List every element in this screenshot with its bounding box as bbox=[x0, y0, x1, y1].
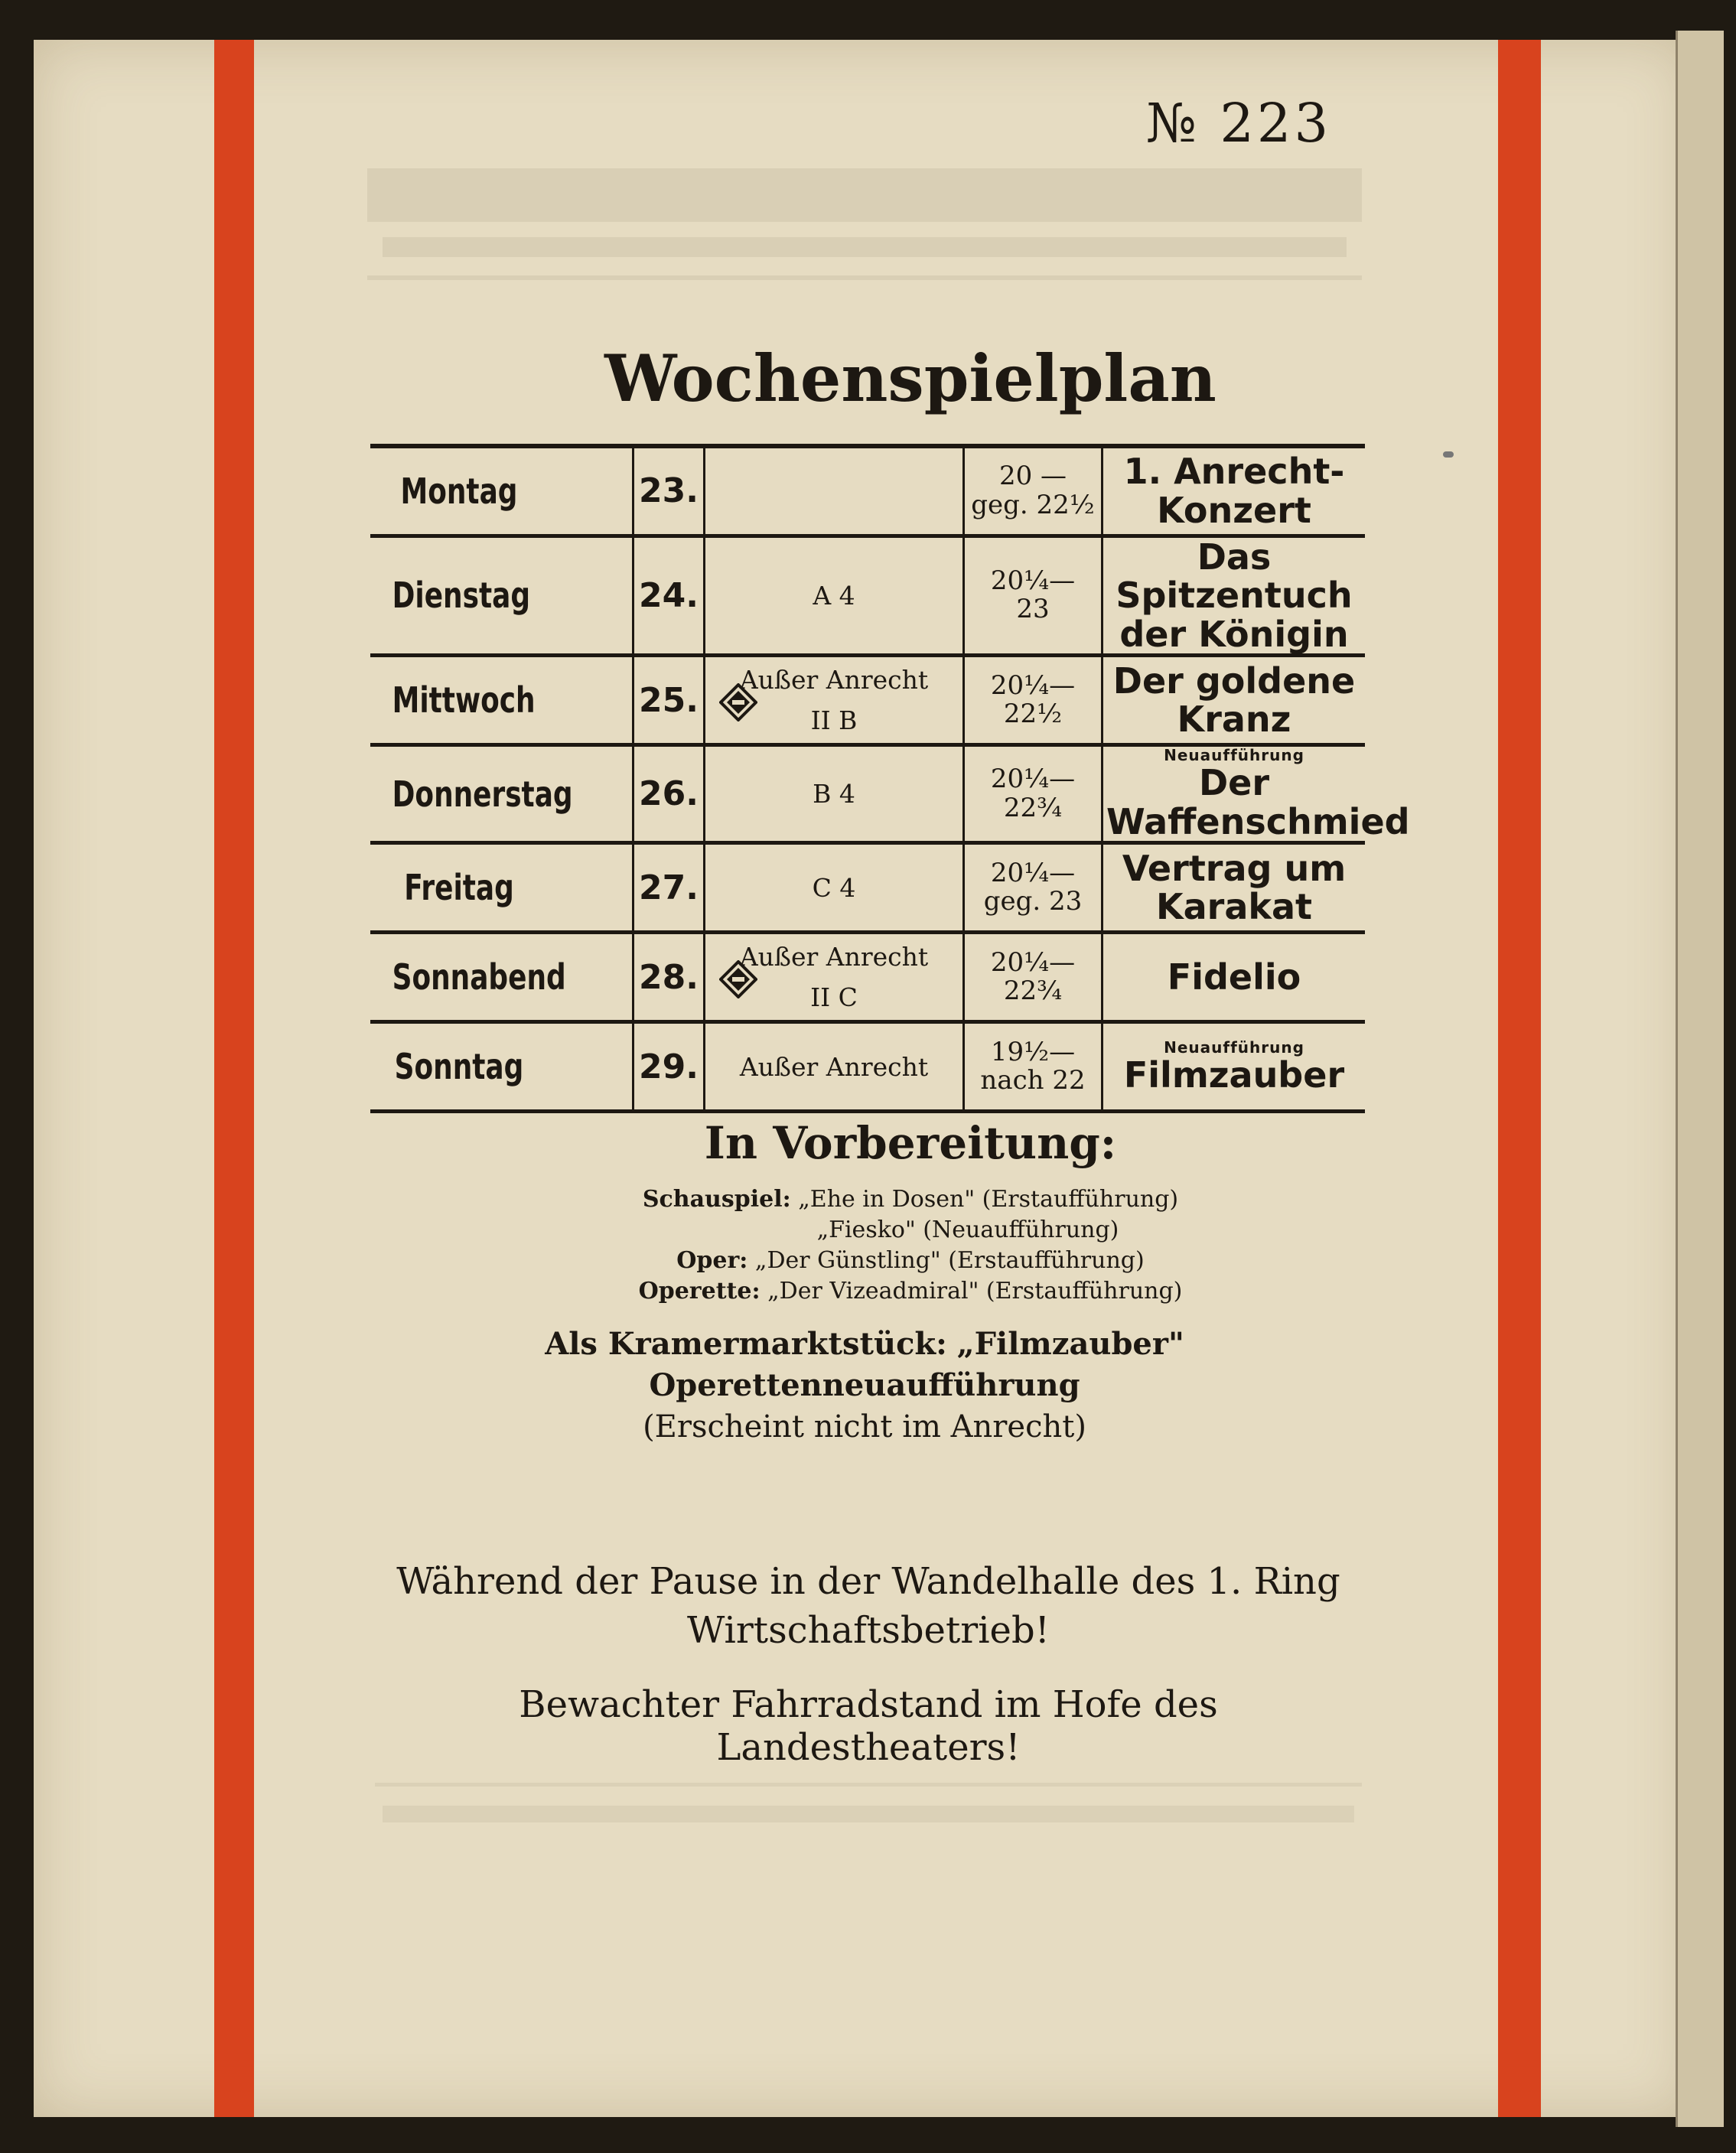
weekday: Dienstag bbox=[392, 575, 531, 617]
pause-notice-line-2: Wirtschaftsbetrieb! bbox=[687, 1609, 1050, 1652]
play-title: Das Spitzentuch der Königin bbox=[1116, 536, 1353, 655]
oper-line bbox=[428, 1246, 1392, 1276]
day-cell bbox=[370, 446, 633, 536]
show-through-from-reverse bbox=[367, 153, 1362, 291]
emblem-icon bbox=[719, 960, 757, 998]
schedule-row bbox=[370, 933, 1365, 1022]
pause-notice bbox=[367, 1557, 1370, 1655]
date-cell: 24. bbox=[633, 536, 705, 656]
time-end: 22¾ bbox=[1003, 976, 1063, 1007]
schauspiel-line-2 bbox=[428, 1215, 1392, 1246]
issue-number: № 223 bbox=[1145, 92, 1331, 155]
date-cell: 23. bbox=[633, 446, 705, 536]
right-red-stripe bbox=[1498, 40, 1541, 2117]
operette-line bbox=[428, 1276, 1392, 1307]
play-cell bbox=[1103, 745, 1410, 843]
kramermarkt-line bbox=[367, 1324, 1362, 1406]
subscription-cell bbox=[705, 1022, 964, 1112]
schauspiel-title-1: „Ehe in Dosen" (Erstaufführung) bbox=[798, 1186, 1179, 1213]
time-start: 19½— bbox=[990, 1037, 1076, 1068]
date-cell: 26. bbox=[633, 745, 705, 843]
subscription-cell bbox=[705, 933, 964, 1022]
kramermarkt-title: „Filmzauber" Operettenneuaufführung bbox=[649, 1326, 1184, 1403]
performance-note: Neuaufführung bbox=[1164, 746, 1304, 765]
weekly-schedule-table bbox=[370, 444, 1410, 1113]
time-end: geg. 23 bbox=[983, 886, 1083, 917]
play-title: Der goldene Kranz bbox=[1112, 660, 1356, 741]
time-cell bbox=[964, 446, 1103, 536]
time-end: nach 22 bbox=[980, 1065, 1086, 1096]
subscription-top: A 4 bbox=[813, 580, 855, 611]
operette-label: Operette: bbox=[638, 1278, 761, 1305]
weekday: Sonnabend bbox=[392, 956, 566, 998]
subscription-cell bbox=[705, 745, 964, 843]
day-cell bbox=[370, 843, 633, 933]
oper-title: „Der Günstling" (Erstaufführung) bbox=[754, 1247, 1145, 1274]
play-title: 1. Anrecht-Konzert bbox=[1123, 451, 1345, 531]
date-cell: 29. bbox=[633, 1022, 705, 1112]
subscription-top: C 4 bbox=[812, 872, 856, 903]
subscription-top: Außer Anrecht bbox=[739, 941, 929, 972]
day-cell bbox=[370, 933, 633, 1022]
schauspiel-label: Schauspiel: bbox=[642, 1186, 791, 1213]
schedule-row bbox=[370, 446, 1365, 536]
time-end: 23 bbox=[1016, 594, 1050, 625]
play-title: Der Waffenschmied bbox=[1106, 762, 1410, 842]
schauspiel-line-1 bbox=[428, 1184, 1392, 1215]
play-title: Fidelio bbox=[1167, 956, 1301, 998]
subscription-cell bbox=[705, 656, 964, 745]
date-cell: 27. bbox=[633, 843, 705, 933]
next-page-edge bbox=[1676, 31, 1724, 2127]
time-start: 20¼— bbox=[990, 565, 1076, 596]
weekday: Montag bbox=[400, 470, 518, 512]
play-cell bbox=[1103, 656, 1366, 745]
time-end: geg. 22½ bbox=[971, 489, 1095, 520]
date-cell: 28. bbox=[633, 933, 705, 1022]
play-cell bbox=[1103, 933, 1366, 1022]
weekday: Sonntag bbox=[394, 1046, 524, 1088]
weekday: Freitag bbox=[404, 867, 514, 909]
play-cell bbox=[1103, 1022, 1366, 1112]
play-title: Filmzauber bbox=[1123, 1054, 1345, 1096]
kramermarkt-note: (Erscheint nicht im Anrecht) bbox=[643, 1409, 1086, 1445]
time-start: 20¼— bbox=[990, 947, 1076, 979]
date-cell: 25. bbox=[633, 656, 705, 745]
left-red-stripe bbox=[214, 40, 254, 2117]
subscription-cell bbox=[705, 536, 964, 656]
schedule-row bbox=[370, 536, 1365, 656]
time-end: 22¾ bbox=[1003, 792, 1063, 823]
weekday: Donnerstag bbox=[392, 773, 573, 815]
bicycle-notice: Bewachter Fahrradstand im Hofe des Landestheaters! bbox=[519, 1683, 1218, 1769]
schauspiel-title-2: „Fiesko" (Neuaufführung) bbox=[816, 1217, 1119, 1243]
subscription-bottom: II B bbox=[810, 705, 858, 736]
oper-label: Oper: bbox=[676, 1247, 748, 1274]
preparation-list bbox=[428, 1184, 1392, 1307]
subscription-cell bbox=[705, 446, 964, 536]
time-cell bbox=[964, 933, 1103, 1022]
schedule-row bbox=[370, 745, 1365, 843]
subscription-cell bbox=[705, 843, 964, 933]
day-cell bbox=[370, 656, 633, 745]
time-cell bbox=[964, 536, 1103, 656]
kramermarkt-label: Als Kramermarktstück: bbox=[545, 1326, 947, 1362]
day-cell bbox=[370, 1022, 633, 1112]
operette-title: „Der Vizeadmiral" (Erstaufführung) bbox=[767, 1278, 1183, 1305]
pause-notice-line-1: Während der Pause in der Wandelhalle des 1. Ring bbox=[396, 1560, 1340, 1603]
subscription-top: Außer Anrecht bbox=[739, 1051, 929, 1082]
subscription-top: Außer Anrecht bbox=[739, 664, 929, 695]
time-cell bbox=[964, 656, 1103, 745]
kramermarkt-block bbox=[367, 1324, 1362, 1448]
weekday: Mittwoch bbox=[392, 679, 536, 721]
show-through-bottom bbox=[375, 1775, 1362, 1836]
play-title: Vertrag um Karakat bbox=[1122, 847, 1347, 928]
time-start: 20¼— bbox=[990, 858, 1076, 889]
time-start: 20¼— bbox=[990, 669, 1076, 701]
schedule-row bbox=[370, 656, 1365, 745]
time-end: 22½ bbox=[1003, 699, 1063, 730]
ink-speck bbox=[1443, 451, 1454, 458]
subscription-top: B 4 bbox=[813, 779, 855, 809]
day-cell bbox=[370, 536, 633, 656]
time-start: 20¼— bbox=[990, 764, 1076, 795]
schedule-row bbox=[370, 1022, 1365, 1112]
time-cell bbox=[964, 843, 1103, 933]
page-title: Wochenspielplan bbox=[604, 340, 1217, 416]
performance-note: Neuaufführung bbox=[1164, 1038, 1304, 1057]
schedule-row bbox=[370, 843, 1365, 933]
play-cell bbox=[1103, 843, 1366, 933]
preparation-heading: In Vorbereitung: bbox=[704, 1117, 1117, 1169]
subscription-bottom: II C bbox=[810, 982, 858, 1013]
play-cell bbox=[1103, 536, 1366, 656]
play-cell bbox=[1103, 446, 1366, 536]
time-start: 20 — bbox=[998, 461, 1067, 492]
time-cell bbox=[964, 745, 1103, 843]
day-cell bbox=[370, 745, 633, 843]
emblem-icon bbox=[719, 683, 757, 721]
time-cell bbox=[964, 1022, 1103, 1112]
